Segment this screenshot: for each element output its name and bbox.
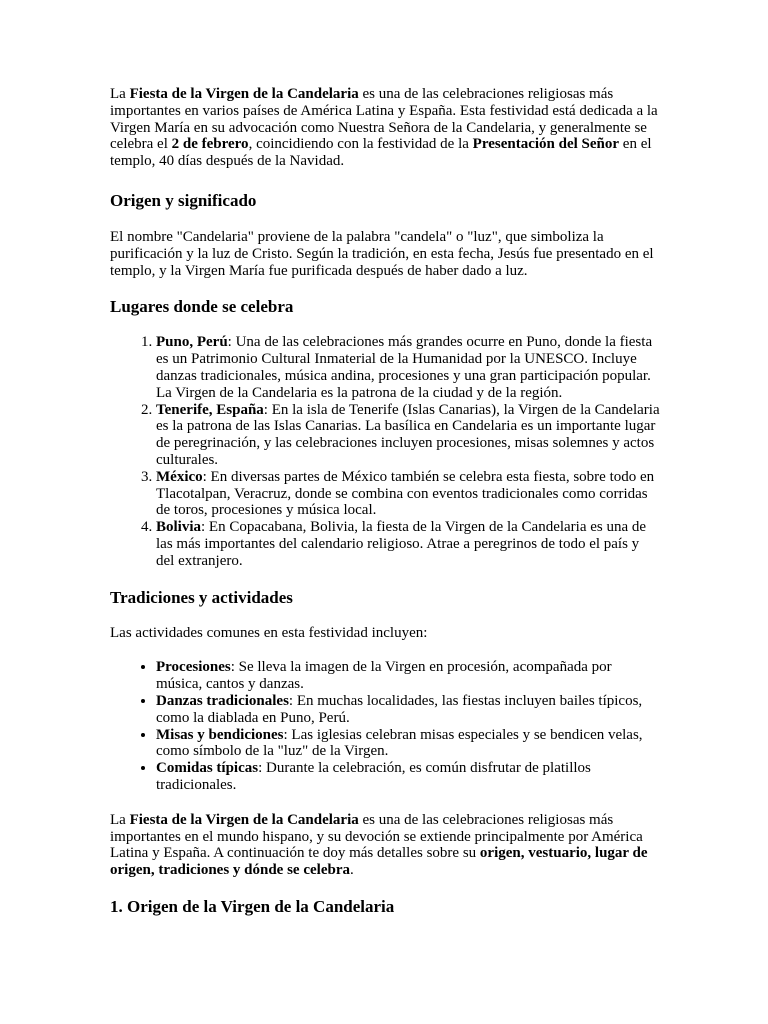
list-item	[156, 519, 660, 569]
tradiciones-list	[110, 659, 660, 793]
document-body	[110, 86, 660, 917]
second-text-3: .	[349, 862, 354, 879]
second-text-1: La	[110, 811, 130, 828]
second-text-2: es una de las celebraciones religiosas más importantes en el mundo hispano, y su devoción se extiende principalmente por América Latina y España. A continuación te doy más detalles sobre su	[110, 811, 643, 862]
intro-paragraph	[110, 86, 660, 170]
list-item	[156, 334, 660, 401]
intro-text-3: , coincidiendo con la festividad de la	[248, 136, 473, 153]
list-item	[156, 469, 660, 519]
list-item-bold: Bolivia	[156, 519, 202, 536]
list-item	[156, 402, 660, 469]
list-item-bold: Danzas tradicionales	[156, 692, 289, 709]
intro-bold-fiesta: Fiesta de la Virgen de la Candelaria	[129, 86, 359, 102]
list-item-text: : Las iglesias celebran misas especiales y se bendicen velas, como símbolo de la "luz" de la Virgen.	[156, 726, 643, 760]
intro-text-2: es una de las celebraciones religiosas más importantes en varios países de América Latina y España. Esta festividad está dedicada a la Virgen María en su advocación como Nuestra Señora de la Candelaria, y generalmente se celebra el	[110, 86, 658, 153]
intro-bold-presentacion: Presentación del Señor	[472, 136, 620, 153]
intro-bold-date: 2 de febrero	[171, 136, 249, 153]
list-item	[156, 693, 660, 727]
intro-text-4: en el templo, 40 días después de la Navidad.	[110, 136, 652, 170]
list-item-text: : En la isla de Tenerife (Islas Canarias), la Virgen de la Candelaria es la patrona de las Islas Canarias. La basílica en Candelaria es un importante lugar de peregrinación, y las celebraciones incluyen procesiones, misas solemnes y actos culturales.	[156, 401, 660, 468]
list-item-bold: Puno, Perú	[156, 334, 228, 351]
second-bold-fiesta: Fiesta de la Virgen de la Candelaria	[129, 811, 359, 828]
list-item-text: : En Copacabana, Bolivia, la fiesta de la Virgen de la Candelaria es una de las más importantes del calendario religioso. Atrae a peregrinos de todo el país y del extranjero.	[156, 519, 647, 569]
second-bold-topics: origen, vestuario, lugar de origen, tradiciones y dónde se celebra	[110, 845, 648, 879]
list-item	[156, 760, 660, 794]
heading-tradiciones: Tradiciones y actividades	[110, 587, 293, 607]
list-item-text: : Durante la celebración, es común disfrutar de platillos tradicionales.	[156, 760, 591, 793]
list-item-text: : En diversas partes de México también se celebra esta fiesta, sobre todo en Tlacotalpan, Veracruz, donde se combina con eventos tradicionales como corridas de toros, procesiones y música local.	[156, 468, 655, 519]
intro-text-1: La	[110, 86, 130, 102]
list-item-text: : En muchas localidades, las fiestas incluyen bailes típicos, como la diablada en Puno, Perú.	[156, 692, 643, 726]
list-item	[156, 727, 660, 761]
second-intro-paragraph	[110, 812, 660, 879]
list-item-text: : Una de las celebraciones más grandes ocurre en Puno, donde la fiesta es un Patrimonio Cultural Inmaterial de la Humanidad por la UNESCO. Incluye danzas tradicionales, música andina, procesiones y una gran participación popular. La Virgen de la Candelaria es la patrona de la ciudad y de la región.	[156, 334, 653, 401]
list-item-bold: Misas y bendiciones	[156, 726, 284, 743]
list-item-bold: México	[156, 468, 203, 485]
lugares-list	[110, 334, 660, 569]
list-item	[156, 659, 660, 693]
list-item-text: : Se lleva la imagen de la Virgen en procesión, acompañada por música, cantos y danzas.	[156, 659, 612, 693]
origen-paragraph: El nombre "Candelaria" proviene de la palabra "candela" o "luz", que simboliza la purificación y la luz de Cristo. Según la tradición, en esta fecha, Jesús fue presentado en el templo, y la Virgen María fue purificada después de haber dado a luz.	[110, 228, 654, 279]
list-item-bold: Procesiones	[156, 659, 231, 676]
list-item-bold: Tenerife, España	[156, 401, 264, 418]
heading-section-1: 1. Origen de la Virgen de la Candelaria	[110, 896, 395, 916]
heading-origen: Origen y significado	[110, 190, 257, 210]
heading-lugares: Lugares donde se celebra	[110, 297, 294, 317]
list-item-bold: Comidas típicas	[156, 760, 259, 777]
tradiciones-intro: Las actividades comunes en esta festividad incluyen:	[110, 624, 428, 641]
